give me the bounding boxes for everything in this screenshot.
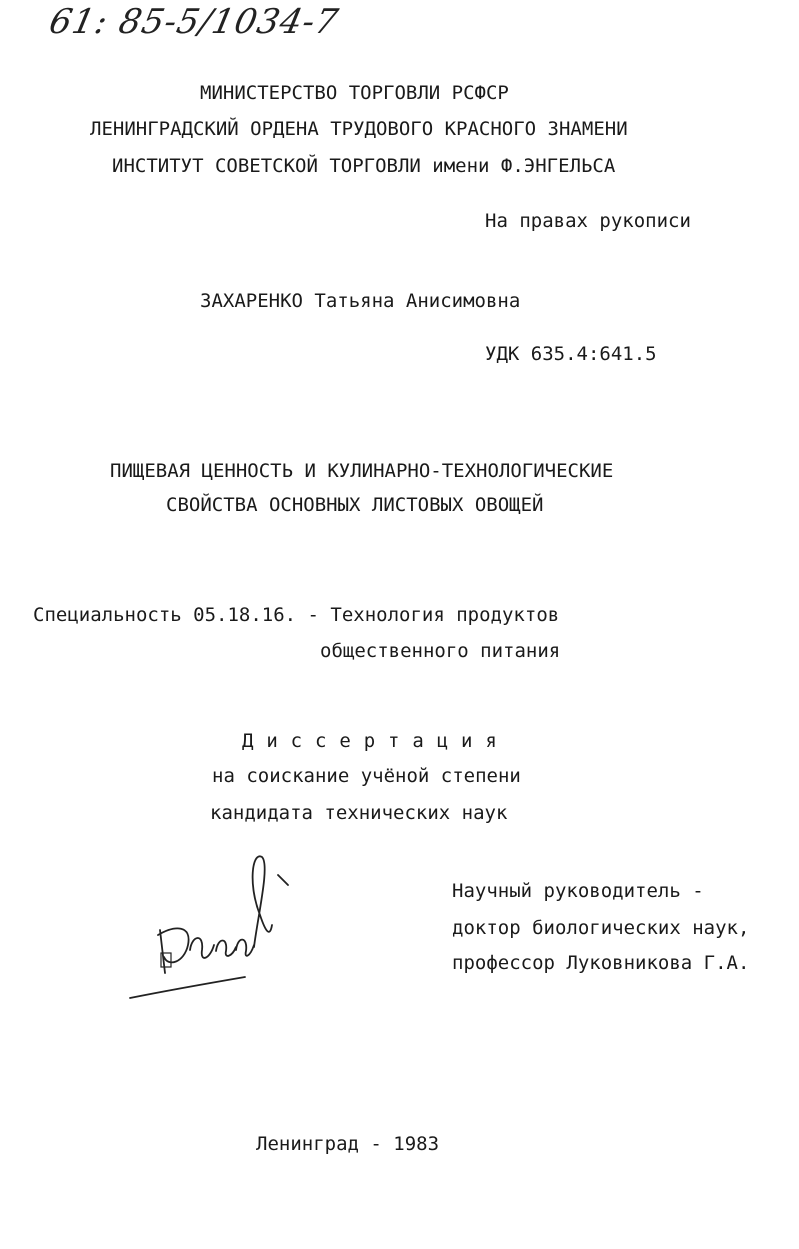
dissertation-heading: Диссертация xyxy=(242,730,510,752)
signature xyxy=(130,855,300,1005)
supervisor-line3: профессор Луковникова Г.А. xyxy=(452,952,750,974)
dissertation-title-line2: СВОЙСТВА ОСНОВНЫХ ЛИСТОВЫХ ОВОЩЕЙ xyxy=(166,494,544,516)
archive-code: 61: 85-5/1034-7 xyxy=(45,2,343,42)
manuscript-note: На правах рукописи xyxy=(485,210,691,232)
specialty-line2: общественного питания xyxy=(320,640,561,662)
specialty-line1: Специальность 05.18.16. - Технология продуктов xyxy=(33,604,560,626)
author-name: ЗАХАРЕНКО Татьяна Анисимовна xyxy=(200,290,521,312)
institute-name-line2: ИНСТИТУТ СОВЕТСКОЙ ТОРГОВЛИ имени Ф.ЭНГЕЛЬСА xyxy=(112,155,616,177)
degree-line2: кандидата технических наук xyxy=(210,802,508,824)
supervisor-line2: доктор биологических наук, xyxy=(452,917,750,939)
dissertation-title-line1: ПИЩЕВАЯ ЦЕННОСТЬ И КУЛИНАРНО-ТЕХНОЛОГИЧЕСКИЕ xyxy=(110,460,614,482)
degree-line1: на соискание учёной степени xyxy=(212,765,521,787)
institute-name-line1: ЛЕНИНГРАДСКИЙ ОРДЕНА ТРУДОВОГО КРАСНОГО ЗНАМЕНИ xyxy=(90,118,628,140)
udc-code: УДК 635.4:641.5 xyxy=(485,343,657,365)
place-and-year: Ленинград - 1983 xyxy=(256,1133,440,1155)
ministry-name: МИНИСТЕРСТВО ТОРГОВЛИ РСФСР xyxy=(200,82,509,104)
supervisor-line1: Научный руководитель - xyxy=(452,880,704,902)
